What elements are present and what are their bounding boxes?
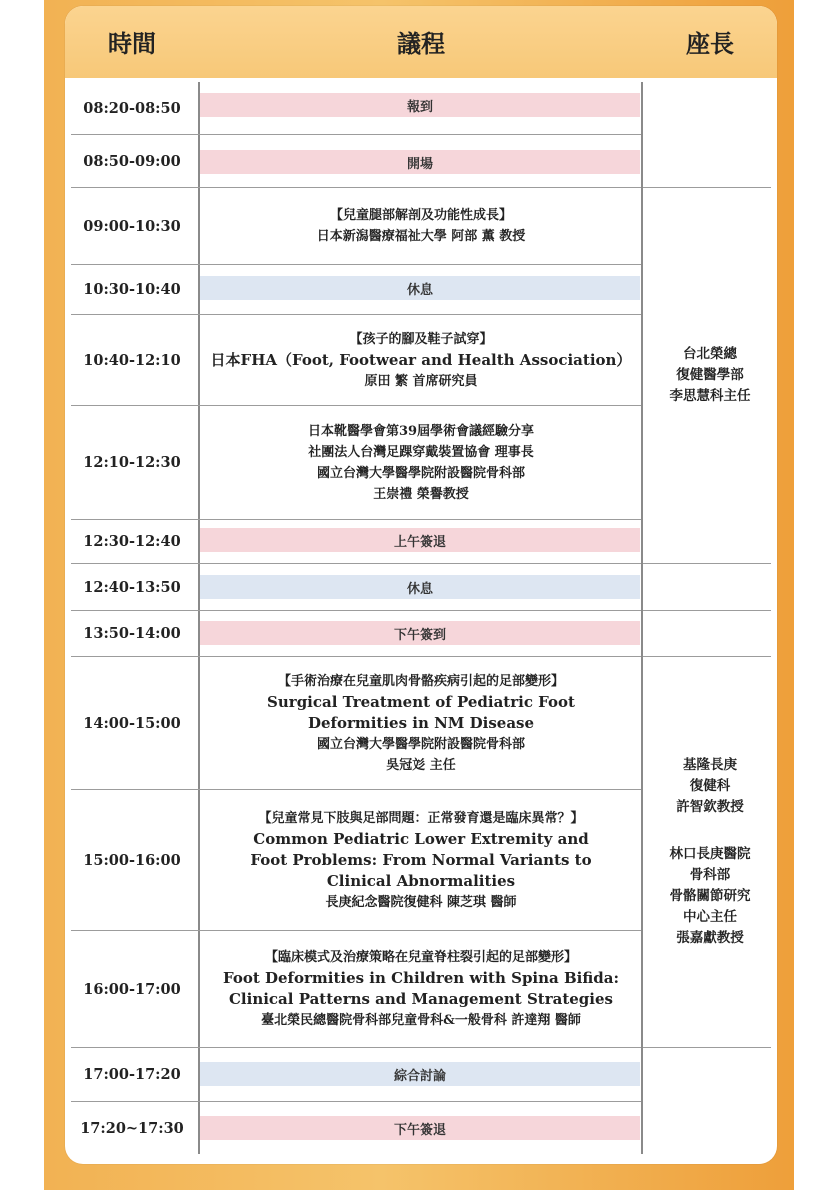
chair-person: 許智欽教授	[676, 799, 744, 815]
agenda-bar-discussion: 綜合討論	[200, 1062, 640, 1086]
agenda-bar-afternoon-checkout: 下午簽退	[200, 1116, 640, 1140]
time-cell: 12:30-12:40	[83, 533, 181, 550]
chair-person: 張嘉獻教授	[676, 930, 744, 946]
time-cell: 10:40-12:10	[83, 351, 181, 369]
agenda-bar-opening: 開場	[200, 150, 640, 174]
agenda-bar-checkin: 報到	[200, 93, 640, 117]
time-cell: 15:00-16:00	[83, 851, 181, 869]
time-cell: 08:20-08:50	[83, 99, 181, 117]
session-line: 國立台灣大學醫學院附設醫院骨科部	[316, 465, 525, 481]
session-title-en: Deformities in NM Disease	[307, 713, 535, 732]
session-speaker: 日本新潟醫療福祉大學 阿部 薫 教授	[316, 229, 526, 244]
chair-morning	[643, 188, 777, 563]
time-cell: 12:40-13:50	[83, 578, 181, 596]
session-speaker: 臺北榮民總醫院骨科部兒童骨科&一般骨科 許達翔 醫師	[261, 1013, 581, 1028]
session-cell	[200, 657, 642, 789]
session-line: 社團法人台灣足踝穿戴裝置協會 理事長	[308, 444, 534, 460]
session-title: 【兒童常見下肢與足部問題：正常發育還是臨床異常？】	[258, 810, 584, 826]
session-title: 【手術治療在兒童肌肉骨骼疾病引起的足部變形】	[277, 673, 564, 689]
session-title: 日本靴醫學會第39屆學術會議經驗分享	[307, 423, 535, 439]
time-cell: 12:10-12:30	[83, 454, 181, 471]
agenda-bar-morning-checkout: 上午簽退	[200, 528, 640, 552]
chair-department: 骨科部	[689, 867, 731, 883]
chair-divider	[643, 563, 771, 564]
chair-hospital: 林口長庚醫院	[669, 846, 751, 862]
time-cell: 10:30-10:40	[83, 281, 181, 298]
chair-department: 骨骼關節研究	[669, 888, 751, 904]
time-cell: 17:20~17:30	[80, 1119, 184, 1137]
time-cell: 14:00-15:00	[83, 714, 181, 732]
session-cell	[200, 790, 642, 930]
session-title-en: Common Pediatric Lower Extremity and	[253, 829, 589, 848]
agenda-bar-afternoon-checkin: 下午簽到	[200, 621, 640, 645]
chair-afternoon	[643, 657, 777, 1047]
chair-title: 中心主任	[683, 909, 737, 925]
session-title-en: Clinical Abnormalities	[326, 871, 516, 890]
session-speaker: 長庚紀念醫院復健科 陳芝琪 醫師	[325, 894, 517, 910]
session-title: 【臨床模式及治療策略在兒童脊柱裂引起的足部變形】	[264, 950, 577, 965]
session-cell	[200, 188, 642, 264]
agenda-bar-break: 休息	[200, 276, 640, 300]
chair-divider	[643, 610, 771, 611]
header-agenda: 議程	[397, 29, 445, 58]
chair-department: 復健科	[689, 778, 731, 794]
session-cell	[200, 315, 642, 405]
session-speaker: 吳冠彣 主任	[386, 757, 456, 773]
time-cell: 09:00-10:30	[83, 217, 181, 235]
agenda-bar-lunch-break: 休息	[200, 575, 640, 599]
time-cell: 16:00-17:00	[83, 980, 181, 998]
chair-divider	[643, 1047, 771, 1048]
header-time: 時間	[108, 29, 156, 58]
session-cell	[200, 931, 642, 1047]
chair-hospital: 台北榮總	[683, 346, 737, 362]
time-cell: 17:00-17:20	[83, 1066, 181, 1083]
chair-department: 復健醫學部	[676, 367, 744, 383]
session-title-en: Foot Problems: From Normal Variants to	[250, 850, 592, 869]
session-title-en: Clinical Patterns and Management Strategies	[228, 990, 613, 1008]
chair-hospital: 基隆長庚	[683, 757, 737, 773]
chair-person: 李思慧科主任	[669, 388, 751, 404]
session-speaker: 王崇禮 榮譽教授	[373, 486, 469, 502]
session-org: 國立台灣大學醫學院附設醫院骨科部	[316, 736, 525, 752]
session-title: 【兒童腿部解剖及功能性成長】	[329, 208, 512, 223]
session-cell	[200, 406, 642, 519]
table-header	[65, 6, 777, 78]
time-cell: 08:50-09:00	[83, 152, 181, 170]
session-title-en: Surgical Treatment of Pediatric Foot	[267, 692, 575, 711]
header-chair: 座長	[686, 29, 734, 58]
session-title-en: Foot Deformities in Children with Spina Bifida:	[223, 969, 619, 987]
agenda-table	[65, 6, 777, 1164]
session-title: 【孩子的腳及鞋子試穿】	[349, 331, 493, 347]
session-speaker: 原田 繁 首席研究員	[364, 373, 478, 389]
time-cell: 13:50-14:00	[83, 625, 181, 642]
session-org: 日本FHA（Foot, Footwear and Health Association）	[210, 350, 632, 369]
